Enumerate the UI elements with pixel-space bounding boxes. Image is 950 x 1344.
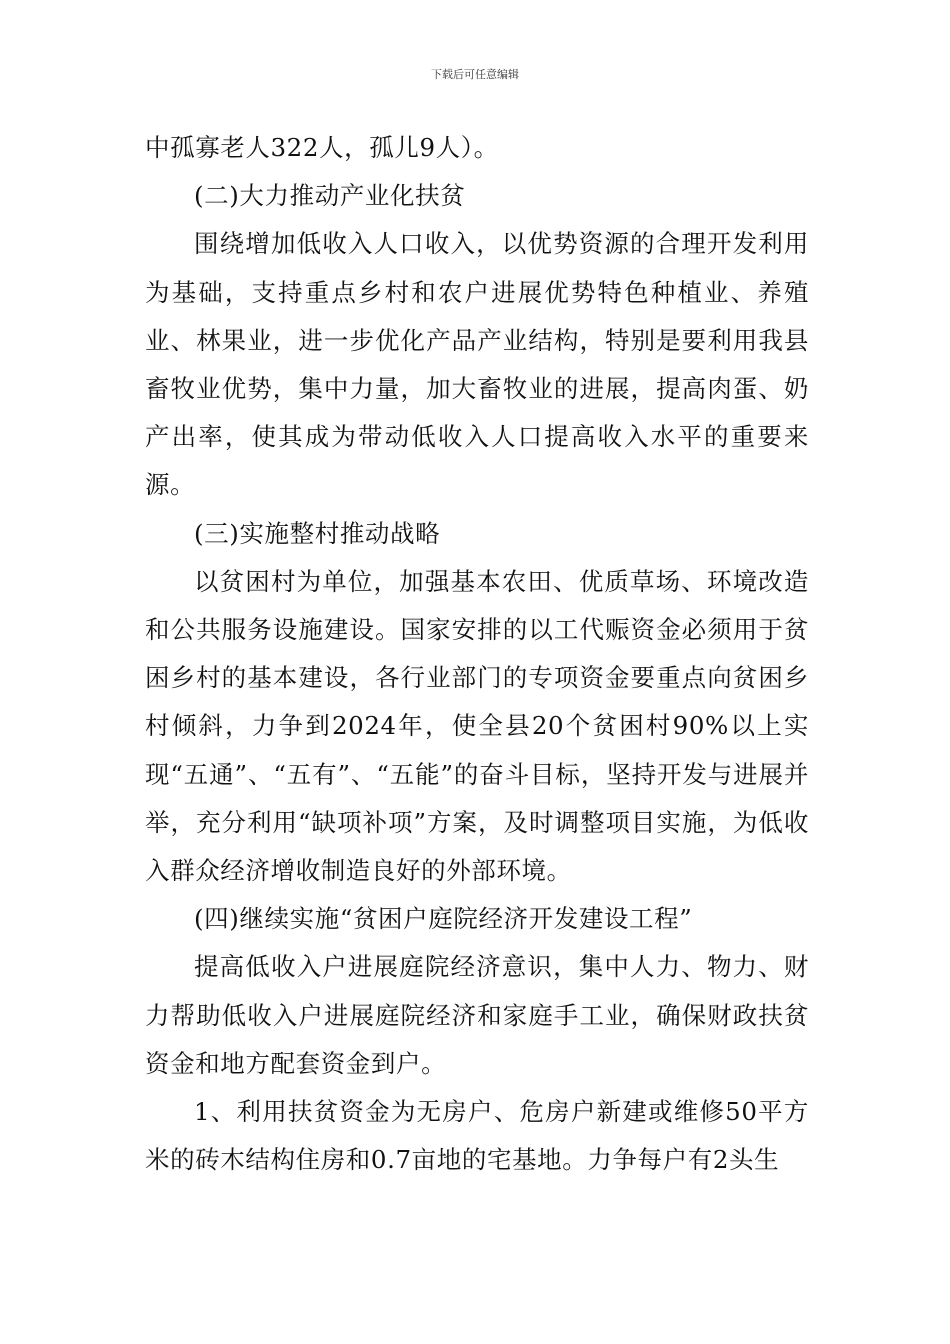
paragraph-whole-village-promotion: 以贫困村为单位，加强基本农田、优质草场、环境改造和公共服务设施建设。国家安排的以工代赈资金必须用于贫困乡村的基本建设，各行业部门的专项资金要重点向贫困乡村倾斜，力争到2024年，使全县20个贫困村90%以上实现“五通”、“五有”、“五能”的奋斗目标，坚持开发与进展并举，充分利用“缺项补项”方案，及时调整项目实施，为低收入群众经济增收制造良好的外部环境。 [145, 566, 809, 886]
paragraph-industrial-poverty-alleviation: 围绕增加低收入人口收入，以优势资源的合理开发利用为基础，支持重点乡村和农户进展优势特色种植业、养殖业、林果业，进一步优化产品产业结构，特别是要利用我县畜牧业优势，集中力量，加大畜牧业的进展，提高肉蛋、奶产出率，使其成为带动低收入人口提高收入水平的重要来源。 [145, 229, 809, 500]
page-header: 下载后可任意编辑 [431, 68, 519, 81]
paragraph-continuation: 中孤寡老人322人，孤儿9人）。 [145, 133, 499, 162]
document-body [145, 124, 809, 1184]
section-heading-2: (二)大力推动产业化扶贫 [194, 181, 466, 211]
section-heading-4: (四)继续实施“贫困户庭院经济开发建设工程” [194, 904, 693, 934]
paragraph-item-1: 1、利用扶贫资金为无房户、危房户新建或维修50平方米的砖木结构住房和0.7亩地的宅基地。力争每户有2头生 [145, 1097, 809, 1175]
section-heading-3: (三)实施整村推动战略 [194, 518, 441, 548]
paragraph-courtyard-economy: 提高低收入户进展庭院经济意识，集中人力、物力、财力帮助低收入户进展庭院经济和家庭手工业，确保财政扶贫资金和地方配套资金到户。 [145, 952, 809, 1078]
